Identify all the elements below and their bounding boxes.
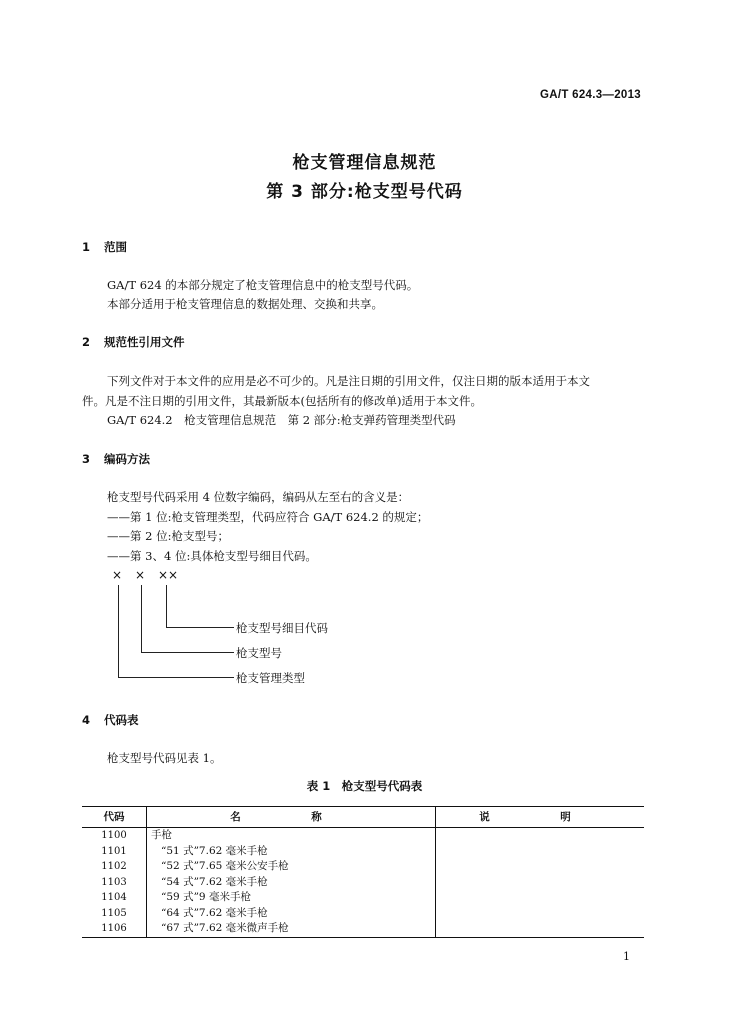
table-row xyxy=(82,875,644,891)
section-number: 1 xyxy=(82,240,91,254)
normative-reference: GA/T 624.2 枪支管理信息规范 第 2 部分:枪支弹药管理类型代码 xyxy=(107,413,456,427)
section-2-paragraph-line-1: 下列文件对于本文件的应用是必不可少的。凡是注日期的引用文件，仅注日期的版本适用于本文 xyxy=(107,374,590,388)
cell-note xyxy=(436,921,645,937)
cell-note xyxy=(436,828,645,844)
cell-code: 1106 xyxy=(82,921,147,937)
cell-name: “54 式”7.62 毫米手枪 xyxy=(147,875,436,891)
coding-item-3: ——第 3、4 位:具体枪支型号细目代码。 xyxy=(107,549,317,563)
cell-code: 1104 xyxy=(82,890,147,906)
section-title: 编码方法 xyxy=(104,452,150,466)
section-number: 2 xyxy=(82,335,91,349)
section-title: 代码表 xyxy=(104,713,139,727)
cell-note xyxy=(436,844,645,860)
connector-digit-3-4-vertical xyxy=(166,585,167,627)
cell-note xyxy=(436,859,645,875)
table-row xyxy=(82,906,644,922)
cell-name: “51 式”7.62 毫米手枪 xyxy=(147,844,436,860)
connector-digit-3-4-horizontal xyxy=(166,627,234,628)
section-3-heading xyxy=(82,451,150,467)
connector-digit-2-horizontal xyxy=(141,652,234,653)
digit-3-4-marker: ×× xyxy=(158,568,179,582)
column-header-note: 说 明 xyxy=(436,807,645,828)
connector-digit-2-vertical xyxy=(141,585,142,652)
cell-name: “67 式”7.62 毫米微声手枪 xyxy=(147,921,436,937)
table-row xyxy=(82,890,644,906)
table-caption: 表 1 枪支型号代码表 xyxy=(306,779,423,793)
section-2-heading xyxy=(82,334,185,350)
cell-note xyxy=(436,875,645,891)
cell-code: 1102 xyxy=(82,859,147,875)
table-row xyxy=(82,859,644,875)
cell-code: 1105 xyxy=(82,906,147,922)
column-header-code: 代码 xyxy=(82,807,147,828)
page-number: 1 xyxy=(623,950,630,963)
digit-1-marker: × xyxy=(112,568,123,582)
section-number: 4 xyxy=(82,713,91,727)
section-1-paragraph-1: GA/T 624 的本部分规定了枪支管理信息中的枪支型号代码。 xyxy=(107,278,419,292)
cell-note xyxy=(436,890,645,906)
column-header-name: 名 称 xyxy=(147,807,436,828)
connector-digit-1-horizontal xyxy=(118,677,234,678)
cell-name: “59 式”9 毫米手枪 xyxy=(147,890,436,906)
section-1-paragraph-2: 本部分适用于枪支管理信息的数据处理、交换和共享。 xyxy=(107,297,383,311)
section-title: 范围 xyxy=(104,240,127,254)
cell-code: 1100 xyxy=(82,828,147,844)
cell-code: 1103 xyxy=(82,875,147,891)
label-detail-code: 枪支型号细目代码 xyxy=(236,621,328,635)
cell-code: 1101 xyxy=(82,844,147,860)
coding-item-1: ——第 1 位:枪支管理类型，代码应符合 GA/T 624.2 的规定； xyxy=(107,510,429,524)
section-4-heading xyxy=(82,712,139,728)
table-row xyxy=(82,844,644,860)
cell-name: “64 式”7.62 毫米手枪 xyxy=(147,906,436,922)
table-row xyxy=(82,921,644,937)
section-1-heading xyxy=(82,239,127,255)
label-model: 枪支型号 xyxy=(236,646,282,660)
coding-item-2: ——第 2 位:枪支型号； xyxy=(107,529,230,543)
section-4-paragraph: 枪支型号代码见表 1。 xyxy=(107,751,222,765)
standard-code: GA/T 624.3—2013 xyxy=(539,89,641,101)
section-2-paragraph-line-2: 件。凡是不注日期的引用文件，其最新版本(包括所有的修改单)适用于本文件。 xyxy=(82,394,482,408)
cell-name: “52 式”7.65 毫米公安手枪 xyxy=(147,859,436,875)
section-title: 规范性引用文件 xyxy=(104,335,185,349)
document-title: 枪支管理信息规范 xyxy=(292,153,437,173)
label-management-type: 枪支管理类型 xyxy=(236,671,305,685)
cell-name: 手枪 xyxy=(147,828,436,844)
cell-note xyxy=(436,906,645,922)
code-table xyxy=(82,806,644,938)
table-header-row xyxy=(82,807,644,828)
connector-digit-1-vertical xyxy=(118,585,119,677)
table-row xyxy=(82,828,644,844)
section-number: 3 xyxy=(82,452,91,466)
digit-2-marker: × xyxy=(135,568,146,582)
document-subtitle: 第 3 部分:枪支型号代码 xyxy=(266,182,463,202)
coding-intro: 枪支型号代码采用 4 位数字编码，编码从左至右的含义是： xyxy=(107,490,410,504)
